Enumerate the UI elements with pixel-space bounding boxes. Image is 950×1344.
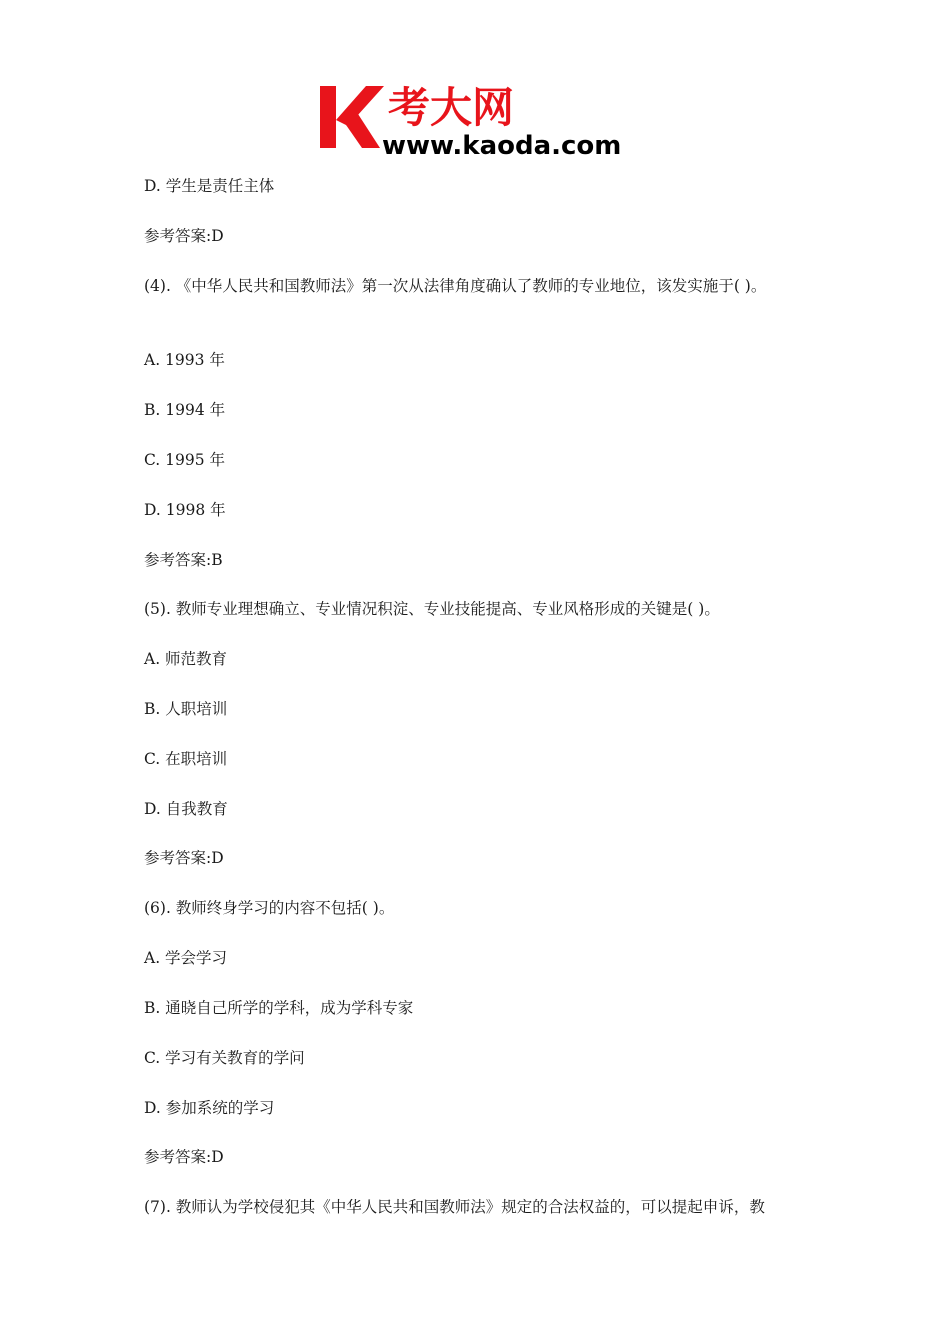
option-a-q6: A. 学会学习 bbox=[144, 949, 228, 967]
option-b-q5: B. 人职培训 bbox=[144, 700, 228, 718]
logo-url-text: www.kaoda.com bbox=[382, 131, 622, 158]
answer-q3: 参考答案:D bbox=[144, 227, 224, 245]
option-c-q5: C. 在职培训 bbox=[144, 750, 228, 768]
question-4: (4). 《中华人民共和国教师法》第一次从法律角度确认了教师的专业地位，该发实施于( )。 bbox=[144, 277, 767, 295]
answer-q5: 参考答案:D bbox=[144, 849, 224, 867]
option-d-q4: D. 1998 年 bbox=[144, 501, 226, 519]
answer-q4: 参考答案:B bbox=[144, 551, 223, 569]
question-7: (7). 教师认为学校侵犯其《中华人民共和国教师法》规定的合法权益的，可以提起申诉，教 bbox=[144, 1198, 765, 1216]
option-b-q4: B. 1994 年 bbox=[144, 401, 226, 419]
question-5: (5). 教师专业理想确立、专业情况积淀、专业技能提高、专业风格形成的关键是( )。 bbox=[144, 600, 720, 618]
option-d-q5: D. 自我教育 bbox=[144, 800, 228, 818]
option-d-q6: D. 参加系统的学习 bbox=[144, 1099, 275, 1117]
k-mark-icon bbox=[320, 86, 384, 148]
option-a-q5: A. 师范教育 bbox=[144, 650, 228, 668]
answer-q6: 参考答案:D bbox=[144, 1148, 224, 1166]
logo-cn-text: 考大网 bbox=[388, 83, 515, 132]
option-b-q6: B. 通晓自己所学的学科，成为学科专家 bbox=[144, 999, 414, 1017]
kaoda-logo bbox=[318, 78, 638, 158]
option-c-q6: C. 学习有关教育的学问 bbox=[144, 1049, 305, 1067]
option-d-q3: D. 学生是责任主体 bbox=[144, 177, 275, 195]
option-a-q4: A. 1993 年 bbox=[144, 351, 225, 369]
option-c-q4: C. 1995 年 bbox=[144, 451, 226, 469]
question-6: (6). 教师终身学习的内容不包括( )。 bbox=[144, 899, 395, 917]
